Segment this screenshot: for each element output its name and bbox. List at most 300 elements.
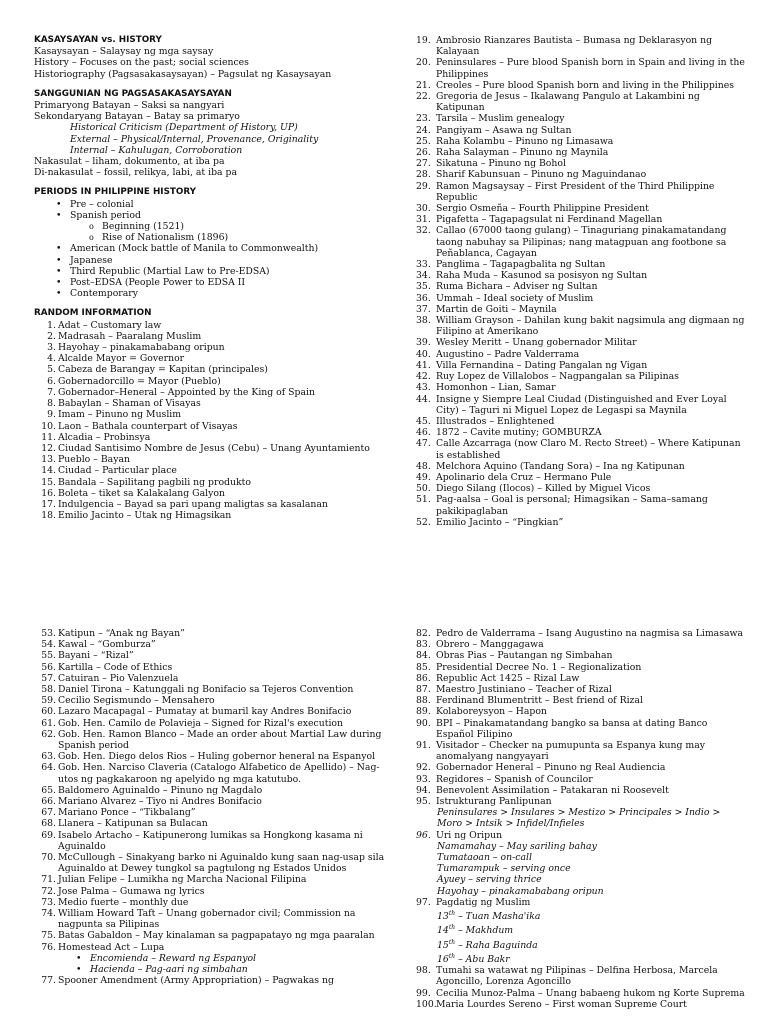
list-item: [416, 214, 746, 225]
item-number: 31.: [416, 214, 431, 226]
list-item: [416, 57, 746, 79]
list-item: [416, 35, 746, 57]
list-item: [34, 409, 399, 420]
item-number: 51.: [416, 494, 431, 506]
list-item: [416, 80, 746, 91]
ordinal: 15: [437, 939, 449, 951]
item-text: Republic Act 1425 – Rizal Law: [436, 672, 580, 684]
list-item: [34, 510, 399, 521]
list-item: [416, 203, 746, 214]
item-number: 9.: [47, 409, 56, 421]
list-item: [34, 488, 399, 499]
item-number: 44.: [416, 393, 431, 405]
item-number: 69.: [41, 829, 56, 841]
item-text: Daniel Tirona – Katunggali ng Bonifacio sa Tejeros Convention: [58, 684, 354, 696]
item-number: 43.: [416, 382, 431, 394]
sublist-item: o Beginning (1521): [102, 221, 399, 232]
list-item: [34, 785, 399, 796]
item-text: Bayani – “Rizal”: [58, 650, 134, 662]
list-item: [34, 673, 399, 684]
item-text: Indulgencia – Bayad sa pari upang maligtas sa kasalanan: [58, 498, 328, 510]
item-text: Pagdatig ng Muslim: [436, 896, 531, 908]
list-item: [416, 394, 746, 416]
item-text: Callao (67000 taong gulang) – Tinaguriang pinakamatandang taong nabuhay sa Pilipinas; nang matagpuan ang footbone sa Peñablanca, Cagayan: [436, 225, 727, 259]
ordinal: 16: [437, 954, 449, 966]
list-item: [34, 650, 399, 661]
sublist-item: [437, 922, 746, 936]
item-text: Pedro de Valderrama – Isang Augustino na nagmisa sa Limasawa: [436, 628, 744, 639]
item-text: Peninsulares – Pure blood Spanish born in Spain and living in the Philippines: [436, 57, 745, 80]
list-item: • Pre – colonial: [70, 199, 399, 210]
item-number: 6.: [47, 375, 56, 387]
item-text: Insigne y Siempre Leal Ciudad (Distinguished and Ever Loyal City) – Taguri ni Miguel Lopez de Legaspi sa Maynila: [436, 393, 727, 416]
item-text: Presidential Decree No. 1 – Regionalization: [436, 661, 642, 673]
text-line: History – Focuses on the past; social sciences: [34, 57, 249, 69]
item-number: 76.: [41, 941, 56, 953]
item-text: Spooner Amendment (Army Appropriation) – Pagwakas ng: [58, 975, 334, 987]
list-item: [416, 762, 746, 773]
item-number: 87.: [416, 684, 431, 696]
item-number: 34.: [416, 270, 431, 282]
item-text: Kolaboreysyon – Hapon: [436, 706, 547, 718]
list-item: [34, 331, 399, 342]
list-item: [34, 695, 399, 706]
list-item: [34, 908, 399, 930]
sublist-item: Ayuey – serving thrice: [437, 874, 542, 886]
list-item: [416, 349, 746, 360]
list-item: [416, 438, 746, 460]
list-item: [34, 852, 399, 874]
list-item: [34, 684, 399, 695]
item-number: 77.: [41, 975, 56, 987]
list-item: [34, 706, 399, 717]
item-number: 64.: [41, 762, 56, 774]
item-text: William Howard Taft – Unang gobernador civil; Commission na nagpunta sa Pilipinas: [58, 908, 356, 931]
item-text: Visitador – Checker na pumupunta sa Espanya kung may anomalyang nangyayari: [436, 740, 706, 763]
item-number: 73.: [41, 896, 56, 908]
item-text: Benevolent Assimilation – Patakaran ni Roosevelt: [436, 784, 669, 796]
list-item: [416, 281, 746, 292]
list-item: [416, 147, 746, 158]
list-item: [34, 886, 399, 897]
sublist-item: Hayohay – pinakamababang oripun: [437, 885, 604, 897]
list-item: [416, 136, 746, 147]
list-item: [34, 639, 399, 650]
list-item: [416, 897, 746, 908]
list-item: [416, 785, 746, 796]
item-text: Cecilio Segismundo – Mensahero: [58, 695, 215, 707]
item-number: 37.: [416, 303, 431, 315]
item-text: Augustino – Padre Valderrama: [436, 348, 580, 360]
item-number: 98.: [416, 965, 431, 977]
item-text: Sergio Osmeña – Fourth Philippine President: [436, 203, 649, 215]
item-number: 23.: [416, 113, 431, 125]
list-item: [416, 169, 746, 180]
list-item: [416, 416, 746, 427]
item-text: Babaylan – Shaman of Visayas: [58, 398, 201, 410]
item-number: 75.: [41, 930, 56, 942]
item-text: Emilio Jacinto – “Pingkian”: [436, 516, 564, 528]
item-number: 10.: [41, 420, 56, 432]
list-item: [34, 443, 399, 454]
item-number: 60.: [41, 706, 56, 718]
item-text: Imam – Pinuno ng Muslim: [58, 409, 182, 421]
item-text: Tumahi sa watawat ng Pilipinas – Delfina Herbosa, Marcela Agoncillo, Lorenza Agoncillo: [436, 965, 718, 988]
item-text: Diego Silang (Ilocos) – Killed by Miguel Vicos: [436, 483, 651, 495]
item-text: Calle Azcarraga (now Claro M. Recto Street) – Where Katipunan is established: [436, 438, 741, 461]
sublist-text: – Raha Baguinda: [455, 939, 538, 951]
item-number: 45.: [416, 415, 431, 427]
sublist-item: [437, 937, 746, 951]
sublist-item: Tumarampuk – serving once: [437, 863, 571, 875]
section-sanggunian-title: SANGGUNIAN NG PAGSASAKASAYSAYAN: [34, 88, 232, 99]
item-number: 8.: [47, 398, 56, 410]
item-text: Gobernadorcillo = Mayor (Pueblo): [58, 375, 221, 387]
item-text: Ruma Bichara – Adviser ng Sultan: [436, 281, 598, 293]
oripun-sublist: [416, 841, 746, 897]
list-item: [416, 293, 746, 304]
text-line: Kasaysayan – Salaysay ng mga saysay: [34, 46, 214, 58]
ordinal: 13: [437, 911, 449, 923]
item-text: Cabeza de Barangay = Kapitan (principales): [58, 364, 268, 376]
item-number: 84.: [416, 650, 431, 662]
list-item: [416, 988, 746, 999]
item-text: Kawal – “Gomburza”: [58, 639, 156, 651]
list-item: • Post–EDSA (People Power to EDSA II: [70, 277, 399, 288]
list-item: [416, 259, 746, 270]
list-item: [416, 740, 746, 762]
list-item: [34, 818, 399, 829]
item-number: 21.: [416, 79, 431, 91]
item-text: Julian Felipe – Lumikha ng Marcha Nacional Filipina: [58, 874, 307, 886]
item-text: Mariano Ponce – “Tikbalang”: [58, 807, 196, 819]
list-item: [416, 472, 746, 483]
item-text: Raha Kolambu – Pinuno ng Limasawa: [436, 135, 614, 147]
item-text: Medio fuerte – monthly due: [58, 896, 189, 908]
item-number: 41.: [416, 359, 431, 371]
item-text: Kartilla – Code of Ethics: [58, 661, 173, 673]
list-item: [34, 830, 399, 852]
item-number: 48.: [416, 460, 431, 472]
list-item: [416, 830, 746, 841]
item95-hierarchy: Peninsulares > Insulares > Mestizo > Principales > Indio > Moro > Intsik > Infidel/Infieles: [437, 807, 721, 830]
list-item: [34, 364, 399, 375]
list-item: • Contemporary: [70, 288, 399, 299]
item-text: William Grayson – Dahilan kung bakit nagsimula ang digmaan ng Filipino at Amerikano: [436, 315, 745, 338]
sublist-text: – Tuan Masha'ika: [455, 911, 541, 923]
indented-line: Historical Criticism (Department of History, UP): [70, 122, 298, 134]
list-item: [416, 91, 746, 113]
item-number: 4.: [47, 353, 56, 365]
sublist-item: • Encomienda – Reward ng Espanyol: [90, 953, 399, 964]
sublist-item: Namamahay – May sariling bahay: [437, 840, 597, 852]
list-item: [416, 125, 746, 136]
item-number: 70.: [41, 852, 56, 864]
column-2: [416, 35, 746, 528]
item-text: Istrukturang Panlipunan: [436, 796, 552, 808]
item-number: 86.: [416, 672, 431, 684]
sublist-text: – Makhdum: [455, 925, 514, 937]
item-text: Ruy Lopez de Villalobos – Nagpangalan sa Pilipinas: [436, 371, 679, 383]
list-item: [416, 494, 746, 516]
item-text: Cecilia Munoz-Palma – Unang babaeng hukom ng Korte Suprema: [436, 987, 745, 999]
item-text: Gobernador Heneral – Pinuno ng Real Audiencia: [436, 762, 666, 774]
list-item: [34, 353, 399, 364]
item-number: 52.: [416, 516, 431, 528]
list-item: [416, 517, 746, 528]
list-item: [416, 225, 746, 259]
list-item: [416, 427, 746, 438]
item-text: Illustrados – Enlightened: [436, 415, 555, 427]
item-number: 82.: [416, 628, 431, 639]
sublist-text: – Abu Bakr: [455, 954, 510, 966]
item-number: 61.: [41, 717, 56, 729]
list-item: [416, 158, 746, 169]
item-text: Gob. Hen. Camilo de Polavieja – Signed for Rizal's execution: [58, 717, 344, 729]
list-item: [34, 421, 399, 432]
item-number: 27.: [416, 158, 431, 170]
item-text: Batas Gabaldon – May kinalaman sa pagpapatayo ng mga paaralan: [58, 930, 375, 942]
list-item: [34, 628, 399, 639]
item-number: 63.: [41, 751, 56, 763]
item-number: 32.: [416, 225, 431, 237]
item-number: 33.: [416, 259, 431, 271]
list-item: [416, 999, 746, 1010]
item-number: 99.: [416, 987, 431, 999]
list-item: [34, 975, 399, 986]
item-text: Laon – Bathala counterpart of Visayas: [58, 420, 238, 432]
item-number: 96.: [416, 829, 431, 841]
list-item: [416, 483, 746, 494]
item-text: Ciudad Santisimo Nombre de Jesus (Cebu) – Unang Ayuntamiento: [58, 442, 370, 454]
item-text: Gregoria de Jesus – Ikalawang Pangulo at Lakambini ng Katipunan: [436, 91, 700, 114]
item-number: 57.: [41, 672, 56, 684]
list-item: [70, 210, 399, 244]
section-periods-title: PERIODS IN PHILIPPINE HISTORY: [34, 187, 197, 198]
item-text: Homestead Act – Lupa: [58, 941, 165, 953]
item-text: Homonhon – Lian, Samar: [436, 382, 556, 394]
item-number: 53.: [41, 628, 56, 639]
item-text: Ramon Magsaysay – First President of the Third Philippine Republic: [436, 180, 715, 203]
list-item: [34, 762, 399, 784]
item-number: 93.: [416, 773, 431, 785]
list-item: [416, 461, 746, 472]
item-text: Pueblo – Bayan: [58, 454, 130, 466]
item-number: 88.: [416, 695, 431, 707]
item-number: 62.: [41, 728, 56, 740]
item-number: 47.: [416, 438, 431, 450]
item-number: 97.: [416, 896, 431, 908]
item-number: 28.: [416, 169, 431, 181]
list-item-label: Spanish period: [70, 209, 141, 221]
random-info-list-3: [34, 628, 399, 953]
item-number: 100.: [416, 998, 437, 1010]
list-item: [416, 639, 746, 650]
list-item: • Third Republic (Martial Law to Pre-EDSA): [70, 266, 399, 277]
item-number: 58.: [41, 684, 56, 696]
item-number: 72.: [41, 885, 56, 897]
list-item: [34, 874, 399, 885]
item-text: Pangiyam – Asawa ng Sultan: [436, 124, 572, 136]
list-item: [416, 371, 746, 382]
item-text: Pag-aalsa – Goal is personal; Himagsikan – Sama–samang pakikipaglaban: [436, 494, 708, 517]
item-number: 91.: [416, 740, 431, 752]
text-line: Di-nakasulat – fossil, relikya, labi, at iba pa: [34, 167, 238, 179]
ordinal-suffix: th: [448, 938, 456, 946]
ordinal-suffix: th: [448, 910, 456, 918]
list-item: • American (Mock battle of Manila to Commonwealth): [70, 243, 399, 254]
item-text: Boleta – tiket sa Kalakalang Galyon: [58, 487, 225, 499]
item-number: 92.: [416, 762, 431, 774]
item-text: Catuiran – Pio Valenzuela: [58, 672, 179, 684]
item-number: 36.: [416, 292, 431, 304]
list-item: [34, 465, 399, 476]
list-item: [416, 965, 746, 987]
item-text: Lazaro Macapagal – Pumatay at bumaril kay Andres Bonifacio: [58, 706, 352, 718]
item-text: Isabelo Artacho – Katipunerong lumikas sa Hongkong kasama ni Aguinaldo: [58, 829, 363, 852]
item-number: 14.: [41, 465, 56, 477]
item-number: 7.: [47, 386, 56, 398]
list-item: [34, 796, 399, 807]
ordinal-suffix: th: [448, 924, 456, 932]
list-item: [416, 181, 746, 203]
text-line: Sekondaryang Batayan – Batay sa primaryo: [34, 111, 240, 123]
list-item: [416, 684, 746, 695]
item-number: 89.: [416, 706, 431, 718]
list-item: [34, 718, 399, 729]
item-text: Emilio Jacinto – Utak ng Himagsikan: [58, 510, 232, 522]
list-item: [34, 398, 399, 409]
indented-line: External – Physical/Internal, Provenance, Originality: [70, 133, 319, 145]
item-text: Sharif Kabunsuan – Pinuno ng Maguindanao: [436, 169, 647, 181]
item-text: McCullough – Sinakyang barko ni Aguinaldo kung saan nag-usap sila Aguinaldo at Dewey tungkol sa pagtulong ng Estados Unidos: [58, 852, 385, 875]
item-text: Maestro Justiniano – Teacher of Rizal: [436, 684, 612, 696]
item-number: 3.: [47, 342, 56, 354]
item-text: Maria Lourdes Sereno – First woman Supreme Court: [436, 998, 687, 1010]
item-text: Ambrosio Rianzares Bautista – Bumasa ng Deklarasyon ng Kalayaan: [436, 35, 713, 58]
item-text: Panglima – Tagapagbalita ng Sultan: [436, 259, 606, 271]
muslim-arrival-sublist: [416, 908, 746, 965]
item-text: Gobernador–Heneral – Appointed by the King of Spain: [58, 386, 315, 398]
item-number: 26.: [416, 147, 431, 159]
item-text: Regidores – Spanish of Councilor: [436, 773, 593, 785]
list-item: [34, 320, 399, 331]
item-text: Alcadia – Probinsya: [58, 431, 151, 443]
list-item: [416, 662, 746, 673]
list-item: [416, 270, 746, 281]
item-number: 12.: [41, 442, 56, 454]
item-text: BPI – Pinakamatandang bangko sa bansa at dating Banco Español Filipino: [436, 717, 708, 740]
list-item: [416, 706, 746, 717]
sublist-item: Tumataoan – on-call: [437, 852, 532, 864]
item-text: Jose Palma – Gumawa ng lyrics: [58, 885, 205, 897]
list-item: [416, 796, 746, 807]
item-number: 46.: [416, 427, 431, 439]
item-number: 15.: [41, 476, 56, 488]
item-number: 35.: [416, 281, 431, 293]
list-item: • Japanese: [70, 255, 399, 266]
item-text: Pigafetta – Tagapagsulat ni Ferdinand Magellan: [436, 214, 663, 226]
item-number: 49.: [416, 471, 431, 483]
list-item: [416, 337, 746, 348]
homestead-sublist: [34, 953, 399, 975]
list-item: [34, 897, 399, 908]
list-item: [34, 499, 399, 510]
list-item: [34, 807, 399, 818]
list-item: [416, 304, 746, 315]
item-text: Alcalde Mayor = Governor: [58, 353, 185, 365]
item-number: 50.: [416, 483, 431, 495]
item-number: 19.: [416, 35, 431, 46]
list-item: [416, 113, 746, 124]
item-number: 39.: [416, 337, 431, 349]
list-item: [34, 930, 399, 941]
item-number: 95.: [416, 796, 431, 808]
item-text: Melchora Aquino (Tandang Sora) – Ina ng Katipunan: [436, 460, 685, 472]
item-text: Bandala – Sapilitang pagbili ng produkto: [58, 476, 251, 488]
item-number: 1.: [47, 319, 56, 331]
item-number: 25.: [416, 135, 431, 147]
item-number: 38.: [416, 315, 431, 327]
item-number: 42.: [416, 371, 431, 383]
column-3: [34, 628, 399, 987]
item-text: Obras Pias – Pautangan ng Simbahan: [436, 650, 613, 662]
item-number: 13.: [41, 454, 56, 466]
item-text: Tarsila – Muslim genealogy: [436, 113, 565, 125]
random-info-list-4b: [416, 965, 746, 1010]
item-number: 66.: [41, 796, 56, 808]
list-item: [416, 718, 746, 740]
section-random-title: RANDOM INFORMATION: [34, 308, 152, 319]
item-text: Uri ng Oripun: [436, 829, 503, 841]
item-text: Creoles – Pure blood Spanish born and living in the Philippines: [436, 79, 735, 91]
item-text: Madrasah – Paaralang Muslim: [58, 330, 202, 342]
item-text: Gob. Hen. Diego delos Rios – Huling gobernor heneral na Espanyol: [58, 751, 376, 763]
item-number: 71.: [41, 874, 56, 886]
item-text: Ciudad – Particular place: [58, 465, 177, 477]
item-text: Adat – Customary law: [58, 319, 162, 331]
list-item: [34, 432, 399, 443]
item-number: 30.: [416, 203, 431, 215]
item-number: 74.: [41, 908, 56, 920]
list-item: [34, 387, 399, 398]
sublist-item: o Rise of Nationalism (1896): [102, 232, 399, 243]
item-number: 24.: [416, 124, 431, 136]
item-number: 2.: [47, 330, 56, 342]
text-line: Primaryong Batayan – Saksi sa nangyari: [34, 100, 225, 112]
item-number: 56.: [41, 661, 56, 673]
item-text: Gob. Hen. Narciso Claveria (Catalogo Alfabetico de Apellido) – Nag-utos ng pagkakaroon ng apelyido ng mga katutubo.: [58, 762, 380, 785]
list-item: [34, 342, 399, 353]
item-text: Raha Salayman – Pinuno ng Maynila: [436, 147, 609, 159]
sublist-item: [437, 951, 746, 965]
item-text: Baldomero Aguinaldo – Pinuno ng Magdalo: [58, 784, 263, 796]
item-text: Martin de Goiti – Maynila: [436, 303, 557, 315]
item-text: Obrero – Manggagawa: [436, 639, 544, 651]
item-text: Llanera – Katipunan sa Bulacan: [58, 818, 208, 830]
item-text: Wesley Meritt – Unang gobernador Militar: [436, 337, 637, 349]
item-text: Ummah – Ideal society of Muslim: [436, 292, 594, 304]
list-item: [416, 673, 746, 684]
item-number: 68.: [41, 818, 56, 830]
item-text: Gob. Hen. Ramon Blanco – Made an order about Martial Law during Spanish period: [58, 728, 382, 752]
sublist: [70, 221, 399, 243]
list-item: [416, 650, 746, 661]
list-item: [34, 942, 399, 953]
item-number: 59.: [41, 695, 56, 707]
list-item: [34, 751, 399, 762]
ordinal: 14: [437, 925, 449, 937]
